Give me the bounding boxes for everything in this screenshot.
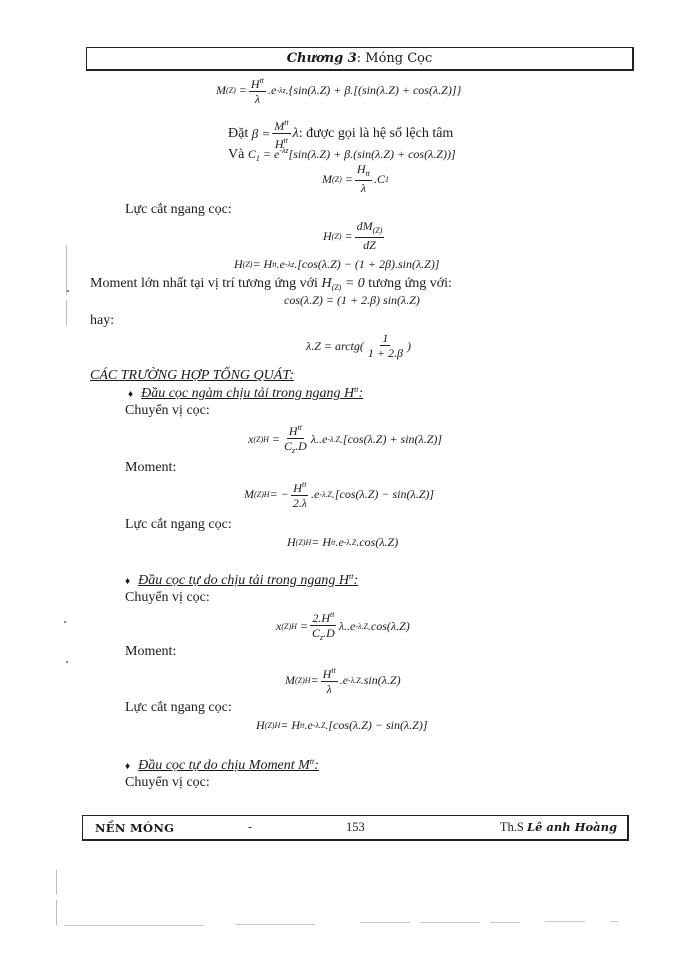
- exponent: -λ.Z: [348, 675, 361, 685]
- exponent: -λ.Z: [343, 538, 357, 547]
- scan-speck: [67, 290, 69, 292]
- equation-hz: [234, 257, 439, 272]
- term: .C: [374, 171, 386, 186]
- term: .[cos(λ.Z) + sin(λ.Z)]: [339, 432, 443, 446]
- var: C: [247, 147, 256, 161]
- exponent: -λ.Z: [327, 435, 340, 444]
- section-heading-general-cases: CÁC TRƯỜNG HỢP TỔNG QUÁT:: [90, 368, 294, 383]
- footer-separator: -: [248, 820, 253, 834]
- sup: tt: [309, 757, 315, 766]
- hay-label: hay:: [90, 313, 115, 328]
- displacement-label: Chuyển vị cọc:: [125, 403, 210, 418]
- den: 1 + 2.β: [367, 346, 403, 360]
- exponent: -λz: [276, 85, 286, 95]
- num: H: [250, 77, 260, 91]
- term: .{sin(λ.Z) + β.[(sin(λ.Z) + cos(λ.Z)]}: [285, 82, 462, 97]
- equation: [248, 146, 456, 163]
- sub: (Z)H: [281, 622, 297, 631]
- var: x: [248, 432, 254, 446]
- fraction: [282, 421, 309, 458]
- term: λ..e: [338, 619, 356, 633]
- sub: (Z)H: [253, 435, 269, 444]
- equation-arctg: [306, 332, 411, 360]
- sup: tt: [331, 666, 336, 675]
- equation-mz-c1: M (Z) = $\frac{H_{tt}}{\lambda}$ .C 1: [322, 162, 390, 195]
- author-prefix: Th.S: [499, 820, 524, 834]
- var: H: [323, 228, 332, 243]
- den: .D: [323, 626, 335, 640]
- text: :: [358, 386, 364, 401]
- den: λ: [326, 682, 332, 696]
- den: λ: [360, 181, 367, 195]
- c1-definition: [228, 146, 456, 163]
- term: λ..e: [310, 432, 328, 446]
- book-title: NỀN MÓNG: [95, 821, 175, 835]
- sup: tt: [272, 260, 277, 269]
- term: = H: [311, 535, 331, 549]
- scan-margin-line: [56, 870, 57, 895]
- var: H: [287, 535, 296, 549]
- exponent: -λ.Z: [312, 721, 326, 730]
- term: = H: [252, 257, 273, 271]
- sup: tt: [300, 721, 305, 730]
- sub: (Z): [331, 231, 342, 241]
- label: Và: [228, 146, 245, 162]
- scan-line: [64, 925, 204, 926]
- var: M: [322, 171, 332, 186]
- den: dZ: [363, 238, 376, 252]
- term: λ.Z = arctg(: [306, 338, 364, 353]
- sup: tt: [283, 136, 288, 145]
- var: H: [321, 276, 332, 291]
- var: x: [276, 619, 282, 633]
- scan-margin-line: [56, 900, 57, 925]
- equation-case1-moment: [244, 478, 434, 510]
- num: 2.H: [312, 611, 331, 625]
- sup: tt: [330, 610, 335, 619]
- text: tương ứng với:: [364, 276, 452, 291]
- exponent: -λ.Z: [319, 489, 332, 499]
- term: = 0: [341, 276, 365, 291]
- term: =: [310, 672, 319, 687]
- num: H: [322, 667, 332, 681]
- chapter-header-title: [87, 51, 632, 66]
- fraction: [249, 74, 266, 106]
- diamond-bullet-icon: ♦: [125, 576, 131, 587]
- fraction: [355, 163, 372, 195]
- text: Moment lớn nhất tại vị trí tương ứng với: [90, 276, 322, 291]
- var: λ: [292, 125, 299, 141]
- num: H: [288, 424, 298, 438]
- scan-line: [610, 921, 618, 922]
- author-name: Lê anh Hoàng: [527, 820, 617, 834]
- den: C: [284, 439, 293, 453]
- scan-speck: [64, 621, 66, 623]
- author: [500, 820, 617, 835]
- sup: tt: [354, 385, 359, 394]
- sub: 1: [255, 154, 260, 163]
- sup: tt: [259, 76, 265, 85]
- term: .[cos(λ.Z) − sin(λ.Z)]: [331, 486, 435, 501]
- sub: (Z)H: [295, 675, 311, 685]
- sub: 1: [385, 174, 390, 184]
- term: [sin(λ.Z) + β.(sin(λ.Z) + cos(λ.Z))]: [288, 147, 456, 161]
- equation-cos-condition: cos(λ.Z) = (1 + 2.β) sin(λ.Z): [284, 293, 420, 307]
- displacement-label: Chuyển vị cọc:: [125, 590, 210, 605]
- sub: tt: [365, 169, 371, 178]
- case-heading-free-head-moment: [125, 757, 319, 774]
- scan-margin-line: [66, 300, 67, 325]
- chapter-header-box: [86, 47, 634, 71]
- den: 2.λ: [292, 496, 307, 510]
- sub: z: [320, 633, 324, 642]
- sup: tt: [301, 480, 307, 489]
- equation-case2-shear: [256, 718, 428, 733]
- exponent: -λ.Z: [355, 622, 368, 631]
- exponent: -λz: [285, 260, 295, 269]
- case-heading-fixed-head-horizontal: [128, 385, 363, 402]
- sub: (Z): [332, 174, 342, 184]
- fraction: [310, 608, 337, 645]
- text: Đầu cọc ngàm chịu tải trong ngang H: [141, 386, 355, 401]
- label: : được gọi là hệ số lệch tâm: [298, 125, 454, 141]
- den: .D: [295, 439, 307, 453]
- sup: tt: [297, 423, 302, 432]
- term: .e: [268, 82, 277, 97]
- equation-case1-shear: [287, 535, 398, 550]
- num: H: [293, 481, 302, 495]
- text: :: [314, 758, 319, 773]
- moment-max-statement: [90, 276, 452, 292]
- text: :: [353, 573, 359, 588]
- term: .[cos(λ.Z) − sin(λ.Z)]: [325, 718, 428, 732]
- exponent: -λz: [279, 146, 289, 155]
- den: H: [274, 137, 284, 151]
- sub: (Z): [372, 226, 383, 235]
- shear-force-label: Lực cắt ngang cọc:: [125, 517, 232, 532]
- sup: tt: [348, 572, 354, 581]
- scan-line: [545, 921, 585, 922]
- term: .e: [310, 486, 320, 501]
- sub: (Z)H: [254, 489, 270, 499]
- scan-line: [360, 922, 410, 923]
- var: M: [216, 82, 226, 97]
- sup: tt: [284, 118, 289, 127]
- term: = e: [259, 147, 280, 161]
- term: = H: [280, 718, 300, 732]
- term: .cos(λ.Z): [367, 619, 410, 633]
- shear-force-label: Lực cắt ngang cọc:: [125, 202, 232, 217]
- term: ): [406, 338, 411, 353]
- equation-hz-derivative: H (Z) = $\frac{dM_{(Z)}}{dZ}$: [323, 219, 383, 252]
- fraction: [321, 664, 338, 696]
- var: M: [244, 486, 254, 501]
- fraction: [366, 332, 405, 360]
- moment-label: Moment:: [125, 644, 177, 659]
- diamond-bullet-icon: ♦: [128, 389, 134, 400]
- equation-case2-displacement: x (Z)H = $\frac{2.H^{tt}}{C_z.D}$ λ..e -λ.Z .cos(λ.Z): [276, 608, 410, 645]
- sup: tt: [331, 538, 336, 547]
- equation-case1-displacement: x (Z)H = $\frac{H^{tt}}{C_z.D}$ λ..e -λ.Z .[cos(λ.Z) + sin(λ.Z)]: [248, 421, 442, 458]
- term: .e: [304, 718, 313, 732]
- chapter-title: : Móng Cọc: [356, 51, 433, 66]
- label: Đặt: [228, 125, 249, 141]
- page-number: 153: [346, 820, 365, 834]
- var: β =: [251, 125, 271, 141]
- var: H: [256, 718, 265, 732]
- scan-speck: [66, 661, 68, 663]
- num: H: [356, 162, 366, 176]
- fraction: [355, 220, 385, 252]
- sub: (Z): [242, 260, 253, 269]
- moment-label: Moment:: [125, 460, 177, 475]
- num: M: [274, 119, 285, 133]
- equation-case2-moment: [285, 664, 401, 696]
- chapter-label: Chương 3: [286, 51, 357, 66]
- sub: (Z)H: [295, 538, 312, 547]
- case-heading-free-head-horizontal: [125, 572, 358, 589]
- displacement-label: Chuyển vị cọc:: [125, 775, 210, 790]
- term: .[cos(λ.Z) − (1 + 2β).sin(λ.Z)]: [294, 257, 440, 271]
- scan-line: [490, 922, 520, 923]
- page-footer-box: [82, 815, 629, 841]
- fraction: [291, 478, 309, 510]
- term: .e: [335, 535, 344, 549]
- shear-force-label: Lực cắt ngang cọc:: [125, 700, 232, 715]
- sub: z: [292, 446, 296, 455]
- diamond-bullet-icon: ♦: [125, 761, 131, 772]
- term: .sin(λ.Z): [360, 672, 401, 687]
- term: .e: [276, 257, 285, 271]
- term: .cos(λ.Z): [356, 535, 399, 549]
- text: Đầu cọc tự do chịu tải trong ngang H: [138, 573, 349, 588]
- sub: (Z): [226, 85, 236, 95]
- den: C: [312, 626, 321, 640]
- var: H: [234, 257, 243, 271]
- num: 1: [382, 331, 389, 345]
- term: = −: [269, 486, 289, 501]
- sub: (Z)H: [264, 721, 281, 730]
- text: Đầu cọc tự do chịu Moment M: [138, 758, 310, 773]
- sub: (Z): [331, 283, 342, 292]
- num: dM: [356, 219, 373, 233]
- term: .e: [339, 672, 349, 687]
- var: M: [285, 672, 295, 687]
- den: λ: [254, 92, 261, 106]
- scan-line: [420, 922, 480, 923]
- scan-margin-line: [66, 245, 67, 295]
- scan-line: [235, 924, 315, 925]
- equation-moment-z: M (Z) = $\frac{H^{tt}}{\lambda}$ .e -λz .{sin(λ.Z) + β.[(sin(λ.Z) + cos(λ.Z)]}: [216, 76, 462, 106]
